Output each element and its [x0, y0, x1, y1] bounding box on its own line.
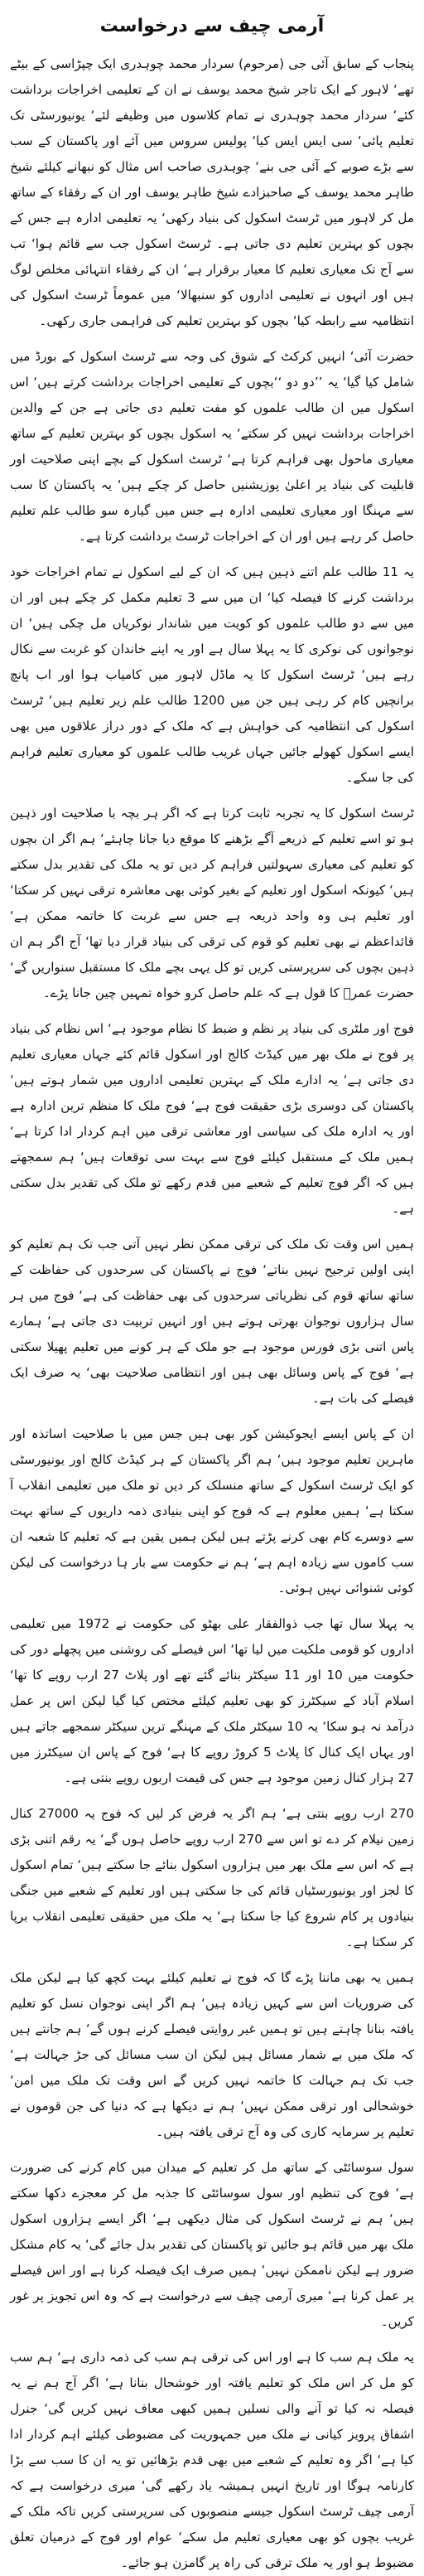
paragraph: سول سوسائٹی کے ساتھ مل کر تعلیم کے میدان میں کام کرنے کی ضرورت ہے‘ فوج کی تنظیم اور سول سوسائٹی کا جذبہ مل کر معجزے دکھا سکتے ہیں‘ ہم نے ٹرسٹ اسکول کی مثال دیکھی ہے‘ اگر ایسے ہزاروں اسکول ملک بھر میں قائم ہو جائیں تو پاکستان کی تقدیر بدل جائے گی‘ یہ کام مشکل ضرور ہے لیکن ناممکن نہیں‘ ہمیں صرف ایک فیصلہ کرنا ہے اور اس فیصلے پر عمل کرنا ہے‘ میری آرمی چیف سے درخواست ہے کہ وہ اس تجویز پر غور کریں۔ [10, 2160, 414, 2329]
article-title: آرمی چیف سے درخواست [99, 16, 325, 36]
paragraph: حضرت آئی‘ انہیں کرکٹ کے شوق کی وجہ سے ٹرسٹ اسکول کے بورڈ میں شامل کیا گیا‘ یہ ’’دو دو ‘‘بچوں کے تعلیمی اخراجات برداشت کرتے ہیں‘ اس اسکول میں ان طالب علموں کو مفت تعلیم دی جاتی ہے جن کے والدین اخراجات برداشت نہیں کر سکتے‘ یہ اسکول بچوں کو بہترین تعلیم کے ساتھ معیاری ماحول بھی فراہم کرتا ہے‘ ٹرسٹ اسکول کے بچے اپنی صلاحیت اور قابلیت کی بنیاد پر اعلیٰ پوزیشنیں حاصل کر چکے ہیں‘ یہ پاکستان کا سب سے مہنگا اور معیاری تعلیمی ادارہ ہے جس میں گیارہ سو طالب علم تعلیم حاصل کر رہے ہیں اور ان کے اخراجات ٹرسٹ برداشت کرتا ہے۔ [10, 349, 414, 544]
paragraph: یہ پہلا سال تھا جب ذوالفقار علی بھٹو کی حکومت نے 1972 میں تعلیمی اداروں کو قومی ملکیت میں لیا تھا‘ اس فیصلے کی روشنی میں پچھلے دور کی حکومت میں 10 اور 11 سیکٹر بنائے گئے تھے اور پلاٹ 27 ارب روپے کا تھا‘ اسلام آباد کے سیکٹرز کو بھی تعلیم کیلئے مختص کیا گیا لیکن اس پر عمل درآمد نہ ہو سکا‘ یہ 10 سیکٹر ملک کے مہنگے ترین سیکٹر سمجھے جاتے ہیں اور یہاں ایک کنال کا پلاٹ 5 کروڑ روپے کا ہے‘ فوج کے پاس ان سیکٹرز میں 27 ہزار کنال زمین موجود ہے جس کی قیمت اربوں روپے بنتی ہے۔ [10, 1616, 414, 1785]
paragraph: فوج اور ملٹری کی بنیاد پر نظم و ضبط کا نظام موجود ہے‘ اس نظام کی بنیاد پر فوج نے ملک بھر میں کیڈٹ کالج اور اسکول قائم کئے جہاں معیاری تعلیم دی جاتی ہے‘ یہ ادارے ملک کے بہترین تعلیمی اداروں میں شمار ہوتے ہیں‘ پاکستان کی دوسری بڑی حقیقت فوج ہے‘ فوج ملک کا منظم ترین ادارہ ہے اور یہ ادارہ ملک کی سیاسی اور معاشی ترقی میں اہم کردار ادا کرتا ہے‘ ہمیں ملک کے مستقبل کیلئے فوج سے بہت سی توقعات ہیں‘ ہم سمجھتے ہیں کہ اگر فوج تعلیم کے شعبے میں قدم رکھے تو ملک کی تقدیر بدل سکتی ہے۔ [10, 1021, 414, 1216]
paragraph: یہ ملک ہم سب کا ہے اور اس کی ترقی ہم سب کی ذمہ داری ہے‘ ہم سب کو مل کر اس ملک کو تعلیم یافتہ اور خوشحال بنانا ہے‘ اگر آج ہم نے یہ فیصلہ نہ کیا تو آنے والی نسلیں ہمیں کبھی معاف نہیں کریں گی‘ جنرل اشفاق پرویز کیانی نے ملک میں جمہوریت کی مضبوطی کیلئے اہم کردار ادا کیا ہے‘ اگر وہ تعلیم کے شعبے میں بھی قدم بڑھائیں تو یہ ان کا سب سے بڑا کارنامہ ہوگا اور تاریخ انہیں ہمیشہ یاد رکھے گی‘ میری درخواست ہے کہ آرمی چیف ٹرسٹ اسکول جیسے منصوبوں کی سرپرستی کریں تاکہ ملک کے غریب بچوں کو بھی معیاری تعلیم مل سکے‘ عوام اور فوج کے درمیان تعلق مضبوط ہو اور یہ ملک ترقی کی راہ پر گامزن ہو جائے۔ [10, 2350, 414, 2570]
paragraph: ہمیں اس وقت تک ملک کی ترقی ممکن نظر نہیں آتی جب تک ہم تعلیم کو اپنی اولین ترجیح نہیں بناتے‘ فوج نے پاکستان کی سرحدوں کی حفاظت کے ساتھ ساتھ قوم کی نظریاتی سرحدوں کی بھی حفاظت کی ہے‘ فوج میں ہر سال ہزاروں نوجوان بھرتی ہوتے ہیں اور انہیں تربیت دی جاتی ہے‘ ہمارے پاس اتنی بڑی فورس موجود ہے جو ملک کے ہر کونے میں تعلیم پھیلا سکتی ہے‘ فوج کے پاس وسائل بھی ہیں اور انتظامی صلاحیت بھی‘ یہ صرف ایک فیصلے کی بات ہے۔ [10, 1237, 414, 1406]
article-body [10, 51, 414, 2576]
paragraph: ان کے پاس ایسے ایجوکیشن کور بھی ہیں جس میں با صلاحیت اساتذہ اور ماہرین تعلیم موجود ہیں‘ ہم اگر پاکستان کے ہر کیڈٹ کالج اور یونیورسٹی کو ایک ٹرسٹ اسکول کے ساتھ منسلک کر دیں تو ملک میں تعلیمی انقلاب آ سکتا ہے‘ ہمیں معلوم ہے کہ فوج کو اپنی بنیادی ذمہ داریوں کے ساتھ بہت سے دوسرے کام بھی کرنے پڑتے ہیں لیکن ہمیں یقین ہے کہ تعلیم کا شعبہ ان سب کاموں سے زیادہ اہم ہے‘ ہم نے حکومت سے بار ہا درخواست کی لیکن کوئی شنوائی نہیں ہوئی۔ [10, 1426, 414, 1595]
paragraph: یہ 11 طالب علم اتنے ذہین ہیں کہ ان کے لیے اسکول نے تمام اخراجات خود برداشت کرنے کا فیصلہ کیا‘ ان میں سے 3 تعلیم مکمل کر چکے ہیں اور ان میں سے دو طالب علموں کو کویت میں شاندار نوکریاں مل چکی ہیں‘ ان نوجوانوں کی نوکری کا یہ پہلا سال ہے اور یہ اپنے خاندان کو غربت سے نکال رہے ہیں‘ ٹرسٹ اسکول کا یہ ماڈل لاہور میں کامیاب ہوا اور اب پانچ برانچیں کام کر رہی ہیں جن میں 1200 طالب علم زیر تعلیم ہیں‘ ٹرسٹ اسکول کی انتظامیہ کی خواہش ہے کہ ملک کے دور دراز علاقوں میں بھی ایسے اسکول کھولے جائیں جہاں غریب طالب علموں کو معیاری تعلیم فراہم کی جا سکے۔ [10, 564, 414, 785]
paragraph: 270 ارب روپے بنتی ہے‘ ہم اگر یہ فرض کر لیں کہ فوج یہ 27000 کنال زمین نیلام کر دے تو اس سے 270 ارب روپے حاصل ہوں گے‘ یہ رقم اتنی بڑی ہے کہ اس سے ملک بھر میں ہزاروں اسکول بنائے جا سکتے ہیں‘ تمام اسکول کا لجز اور یونیورسٹیاں قائم کی جا سکتی ہیں اور تعلیم کے شعبے میں جنگی بنیادوں پر کام شروع کیا جا سکتا ہے‘ یہ ملک میں حقیقی تعلیمی انقلاب برپا کر سکتا ہے۔ [10, 1806, 414, 1949]
paragraph: ہمیں یہ بھی ماننا پڑے گا کہ فوج نے تعلیم کیلئے بہت کچھ کیا ہے لیکن ملک کی ضروریات اس سے کہیں زیادہ ہیں‘ ہم اگر اپنی نوجوان نسل کو تعلیم یافتہ بنانا چاہتے ہیں تو ہمیں غیر روایتی فیصلے کرنے ہوں گے‘ ہم جانتے ہیں کہ ملک میں بے شمار مسائل ہیں لیکن ان سب مسائل کی جڑ جہالت ہے‘ جب تک ہم جہالت کا خاتمہ نہیں کریں گے اس وقت تک ملک میں امن‘ خوشحالی اور ترقی ممکن نہیں‘ ہم نے دیکھا ہے کہ دنیا کی جن قوموں نے تعلیم پر سرمایہ کاری کی وہ آج ترقی یافتہ ہیں۔ [10, 1970, 414, 2139]
paragraph: ٹرسٹ اسکول کا یہ تجربہ ثابت کرتا ہے کہ اگر ہر بچہ با صلاحیت اور ذہین ہو تو اسے تعلیم کے ذریعے آگے بڑھنے کا موقع دیا جانا چاہئے‘ ہم اگر ان بچوں کو تعلیم کی معیاری سہولتیں فراہم کر دیں تو یہ ملک کی تقدیر بدل سکتے ہیں‘ کیونکہ اسکول اور تعلیم کے بغیر کوئی بھی معاشرہ ترقی نہیں کر سکتا‘ اور تعلیم ہی وہ واحد ذریعہ ہے جس سے غربت کا خاتمہ ممکن ہے‘ قائداعظم نے بھی تعلیم کو قوم کی ترقی کی بنیاد قرار دیا تھا‘ آج اگر ہم ان ذہین بچوں کی سرپرستی کریں تو کل یہی بچے ملک کا مستقبل سنواریں گے‘ حضرت عمرؓ کا قول ہے کہ علم حاصل کرو خواہ تمہیں چین جانا پڑے۔ [10, 806, 414, 1000]
paragraph: پنجاب کے سابق آئی جی (مرحوم) سردار محمد چوہدری ایک چپڑاسی کے بیٹے تھے‘ لاہور کے ایک تاجر شیخ محمد یوسف نے ان کے تعلیمی اخراجات برداشت کئے‘ سردار محمد چوہدری نے تمام کلاسوں میں وظیفے لئے‘ یونیورسٹی تک تعلیم پائی‘ سی ایس ایس کیا‘ پولیس سروس میں آئے اور پاکستان کے سب سے بڑے صوبے کے آئی جی بنے‘ چوہدری صاحب اس مثال کو نبھانے کیلئے شیخ طاہر محمد یوسف کے صاحبزادے شیخ طاہر یوسف اور ان کے رفقاء کے ساتھ مل کر لاہور میں ٹرسٹ اسکول کی بنیاد رکھی‘ یہ تعلیمی ادارہ ہے جس کے بچوں کو بہترین تعلیم دی جاتی ہے۔ ٹرسٹ اسکول جب سے قائم ہوا‘ تب سے آج تک معیاری تعلیم کا معیار برقرار ہے‘ ان کے رفقاء انتہائی مخلص لوگ ہیں اور انہوں نے تعلیمی اداروں کو سنبھالا‘ میں عموماً ٹرسٹ اسکول کی انتظامیہ سے رابطہ کیا‘ بچوں کو بہترین تعلیم کی فراہمی جاری رکھی۔ [10, 56, 414, 328]
